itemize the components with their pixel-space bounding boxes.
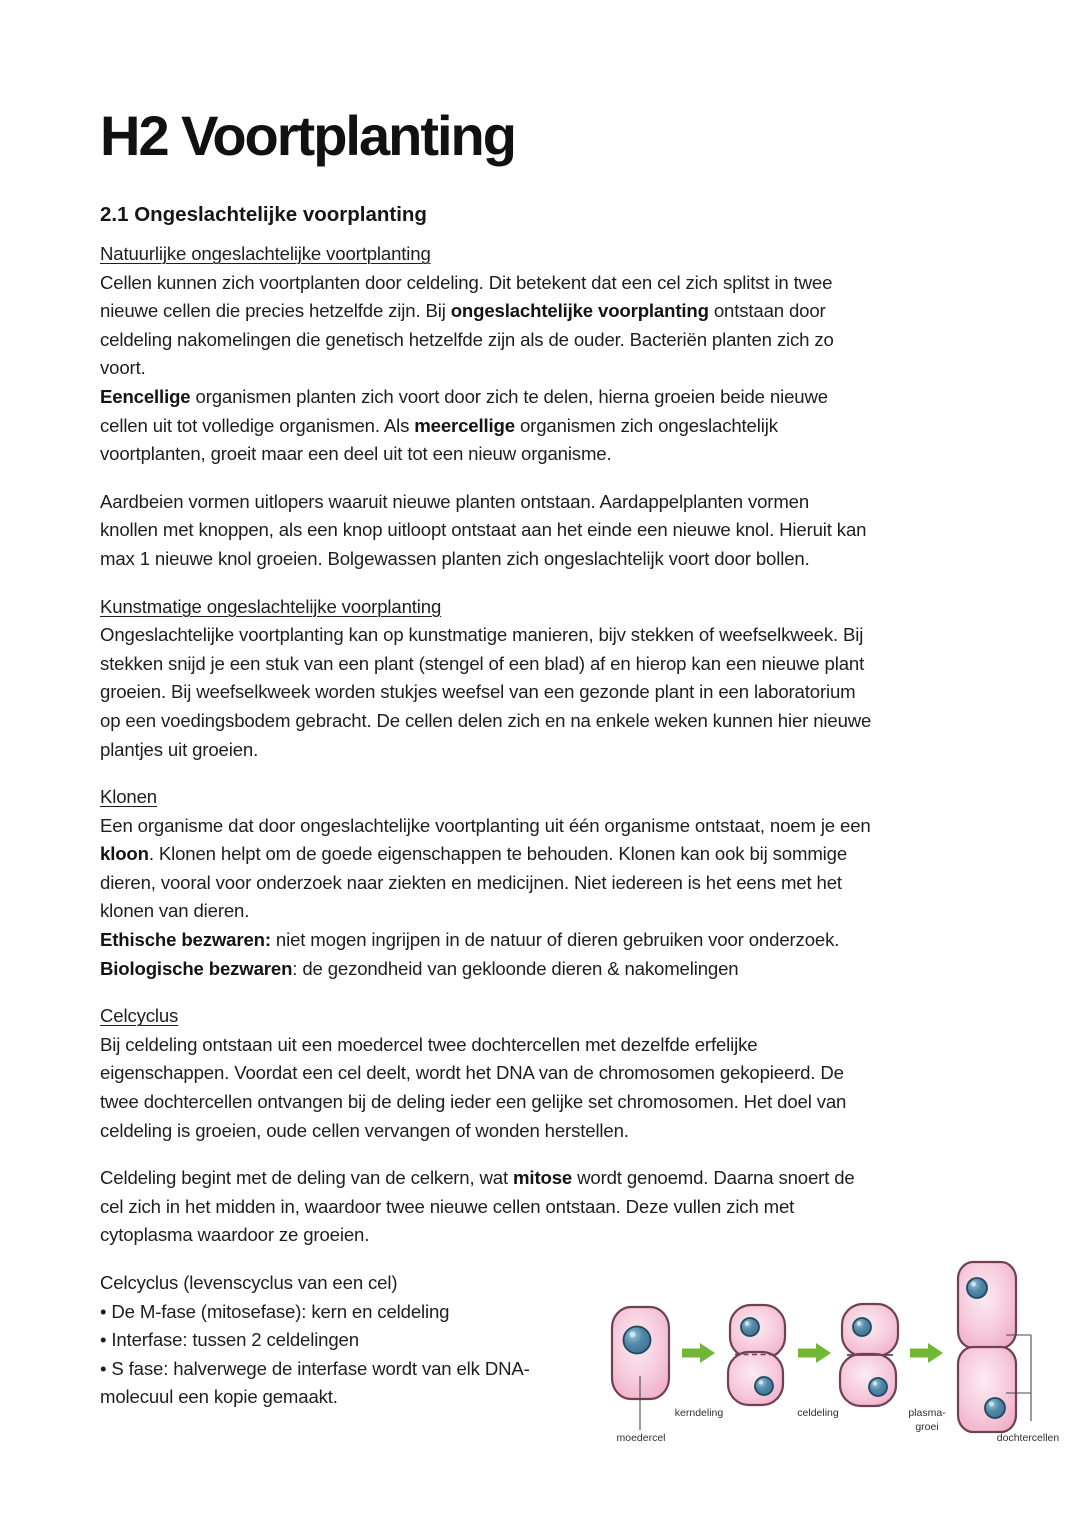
- step2-label: celdeling: [797, 1407, 839, 1419]
- arrow-right-icon: [798, 1343, 831, 1363]
- dividing-cell-lower-lobe: [728, 1352, 783, 1405]
- nuclear-division-stage: [728, 1305, 785, 1405]
- nucleus-icon: [967, 1278, 987, 1298]
- page-title: H2 Voortplanting: [100, 104, 515, 167]
- nucleus-highlight-icon: [759, 1380, 763, 1384]
- paragraph: Cellen kunnen zich voortplanten door celdeling. Dit betekent dat een cel zich splitst in twee nieuwe cellen die precies hetzelfde zijn. Bij ongeslachtelijke voorplanting ontstaan door celdeling nakomelingen die genetisch hetzelfde zijn als de ouder. Bacteriën planten zich zo voort. Eencellige organismen planten zich voort door zich te delen, hierna groeien beide nieuwe cellen uit tot volledige organismen. Als meercellige organismen zich ongeslachtelijk voortplanten, groeit maar een deel uit tot een nieuw organisme.: [100, 271, 834, 465]
- nucleus-icon: [624, 1327, 651, 1354]
- subheading: Celcyclus: [100, 1005, 179, 1027]
- arrow-right-icon: [910, 1343, 943, 1363]
- paragraph: Celdeling begint met de deling van de celkern, wat mitose wordt genoemd. Daarna snoert de cel zich in het midden in, waardoor twee nieuwe cellen ontstaan. Deze vullen zich met cytoplasma waardoor ze groeien.: [100, 1167, 855, 1246]
- step3-label-line2: groei: [915, 1421, 939, 1433]
- arrow-right-icon: [682, 1343, 715, 1363]
- mother-cell-stage: [612, 1307, 669, 1444]
- paragraph: Aardbeien vormen uitlopers waaruit nieuwe planten ontstaan. Aardappelplanten vormen knollen met knoppen, als een knop uitloopt ontstaat aan het einde een nieuwe knol. Hieruit kan max 1 nieuwe knol groeien. Bolgewassen planten zich ongeslachtelijk voort door bollen.: [100, 490, 867, 569]
- section-heading: 2.1 Ongeslachtelijke voorplanting: [100, 203, 427, 226]
- paragraph: Ongeslachtelijke voortplanting kan op kunstmatige manieren, bijv stekken of weefselkweek. Bij stekken snijd je een stuk van een plant (stengel of een blad) af en hierop kan een nieuwe plant groeien. Bij weefselkweek worden stukjes weefsel van een gezonde plant in een laboratorium op een voedingsbodem gebracht. De cellen delen zich en na enkele weken kunnen hier nieuwe plantjes uit groeien.: [100, 624, 872, 760]
- nucleus-highlight-icon: [745, 1321, 749, 1325]
- daughter-cells-label: dochtercellen: [996, 1432, 1060, 1444]
- step1-label: kerndeling: [674, 1407, 724, 1419]
- nucleus-icon: [755, 1377, 773, 1395]
- mother-cell-label: moedercel: [616, 1432, 666, 1444]
- cell-division-diagram: [590, 1250, 1080, 1450]
- daughter-cells-stage: [958, 1262, 1059, 1444]
- nucleus-highlight-icon: [989, 1402, 994, 1407]
- subheading: Natuurlijke ongeslachtelijke voortplanting: [100, 243, 431, 264]
- nucleus-icon: [741, 1318, 759, 1336]
- nucleus-highlight-icon: [971, 1282, 976, 1287]
- cell-division-stage: [840, 1304, 898, 1406]
- daughter-cell-bottom: [958, 1347, 1016, 1432]
- document-body: [100, 240, 1032, 1412]
- paragraph: Een organisme dat door ongeslachtelijke voortplanting uit één organisme ontstaat, noem je een kloon. Klonen helpt om de goede eigenschappen te behouden. Klonen kan ook bij sommige dieren, vooral voor onderzoek naar ziekten en medicijnen. Niet iedereen is het eens met het klonen van dieren. Ethische bezwaren: niet mogen ingrijpen in de natuur of dieren gebruiken voor onderzoek. Biologische bezwaren: de gezondheid van gekloonde dieren & nakomelingen: [100, 814, 871, 979]
- nucleus-icon: [853, 1318, 871, 1336]
- divided-cell-lower: [840, 1354, 896, 1406]
- document-column: [100, 104, 1032, 1431]
- subheading: Kunstmatige ongeslachtelijke voorplanting: [100, 595, 442, 617]
- subheading: Klonen: [100, 786, 157, 808]
- paragraph: Bij celdeling ontstaan uit een moedercel twee dochtercellen met dezelfde erfelijke eigenschappen. Voordat een cel deelt, wordt het DNA van de chromosomen gekopieerd. De twee dochtercellen ontvangen bij de deling ieder een gelijke set chromosomen. Het doel van celdeling is groeien, oude cellen vervangen of wonden herstellen.: [100, 1033, 847, 1141]
- nucleus-icon: [869, 1378, 887, 1396]
- paragraph: Celcyclus (levenscyclus van een cel) • De M-fase (mitosefase): kern en celdeling • Interfase: tussen 2 celdelingen • S fase: halverwege de interfase wordt van elk DNA- molecuul een kopie gemaakt.: [100, 1272, 530, 1408]
- step3-label-line1: plasma-: [908, 1407, 946, 1419]
- nucleus-highlight-icon: [630, 1332, 636, 1338]
- nucleus-highlight-icon: [873, 1381, 877, 1385]
- nucleus-icon: [985, 1398, 1005, 1418]
- nucleus-highlight-icon: [857, 1321, 861, 1325]
